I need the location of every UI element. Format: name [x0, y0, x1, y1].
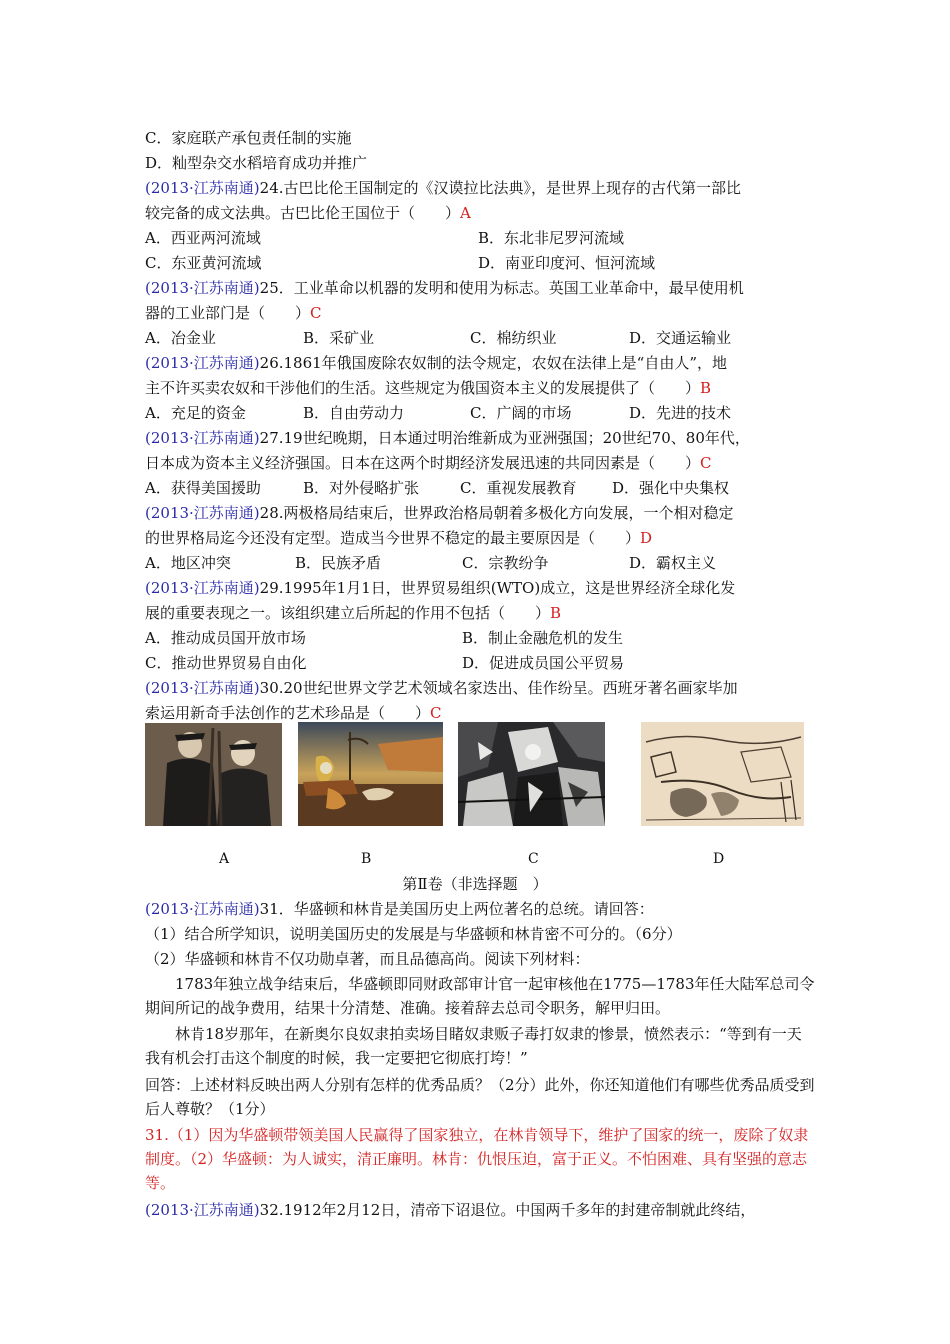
- question-text: 24.古巴比伦王国制定的《汉谟拉比法典》，是世界上现存的古代第一部比: [259, 179, 742, 197]
- answer-mark: A: [460, 204, 471, 222]
- question-31-sub1: （1）结合所学知识，说明美国历史的发展是与华盛顿和林肯密不可分的。（6分）: [145, 925, 682, 943]
- caption-c: C: [528, 851, 539, 867]
- answer-mark: D: [640, 529, 653, 547]
- option-c: C．重视发展教育: [460, 479, 577, 497]
- source-tag: (2013·江苏南通): [145, 579, 260, 597]
- option-d: D．先进的技术: [629, 404, 732, 422]
- option-c: C．棉纺织业: [470, 329, 557, 347]
- source-tag: (2013·江苏南通): [145, 354, 260, 372]
- option-a: A．获得美国援助: [145, 479, 261, 497]
- question-text: 30.20世纪世界文学艺术领域名家迭出、佳作纷呈。西班牙著名画家毕加: [259, 679, 738, 697]
- source-tag: (2013·江苏南通): [145, 279, 260, 297]
- material-2: 林肯18岁那年，在新奥尔良奴隶拍卖场目睹奴隶贩子毒打奴隶的惨景，愤然表示：“等到有一天我有机会打击这个制度的时候，我一定要把它彻底打垮！”: [145, 1025, 802, 1067]
- option-c: C．宗教纷争: [462, 554, 549, 572]
- source-tag: (2013·江苏南通): [145, 900, 260, 918]
- option-a: A．推动成员国开放市场: [145, 629, 306, 647]
- option-a: A．充足的资金: [145, 404, 246, 422]
- question-25: [145, 278, 744, 298]
- question-text: 日本成为资本主义经济强国。日本在这两个时期经济发展迅速的共同因素是（ ）: [145, 454, 701, 472]
- question-text: 索运用新奇手法创作的艺术珍品是（ ）: [145, 704, 431, 722]
- question-text: 的世界格局迄今还没有定型。造成当今世界不稳定的最主要原因是（ ）: [145, 529, 641, 547]
- question-31: [145, 899, 654, 919]
- answer-mark: B: [700, 379, 712, 397]
- question-27: [145, 428, 750, 448]
- caption-a: A: [219, 851, 230, 867]
- question-text: 展的重要表现之一。该组织建立后所起的作用不包括（ ）: [145, 604, 551, 622]
- answer-mark: B: [550, 604, 562, 622]
- question-30-cont: [145, 703, 442, 723]
- question-text: 27.19世纪晚期，日本通过明治维新成为亚洲强国；20世纪70、80年代，: [259, 429, 750, 447]
- question-text: 32.1912年2月12日，清帝下诏退位。中国两千多年的封建帝制就此终结，: [259, 1201, 756, 1219]
- question-25-cont: [145, 303, 322, 323]
- option-c: C．广阔的市场: [470, 404, 572, 422]
- option-a: A．地区冲突: [145, 554, 231, 572]
- option-line: C．家庭联产承包责任制的实施: [145, 129, 352, 147]
- option-line: D．籼型杂交水稻培育成功并推广: [145, 154, 368, 172]
- option-b: B．东北非尼罗河流域: [478, 229, 625, 247]
- question-28-cont: [145, 528, 652, 548]
- question-29-cont: [145, 603, 561, 623]
- option-c: C．推动世界贸易自由化: [145, 654, 307, 672]
- question-text: 器的工业部门是（ ）: [145, 304, 311, 322]
- option-d: D．交通运输业: [629, 329, 732, 347]
- question-31-ask: 回答：上述材料反映出两人分别有怎样的优秀品质？（2分）此外，你还知道他们有哪些优秀品质受到后人尊敬？（1分）: [145, 1076, 815, 1118]
- source-tag: (2013·江苏南通): [145, 504, 260, 522]
- option-b: B．对外侵略扩张: [303, 479, 420, 497]
- option-d: D．促进成员国公平贸易: [462, 654, 625, 672]
- question-26-cont: [145, 378, 711, 398]
- painting-c-image: [458, 722, 605, 826]
- answer-mark: C: [310, 304, 322, 322]
- material-1: 1783年独立战争结束后，华盛顿即同财政部审计官一起审核他在1775—1783年任大陆军总司令期间所记的战争费用，结果十分清楚、准确。接着辞去总司令职务，解甲归田。: [145, 975, 815, 1017]
- question-24: [145, 178, 741, 198]
- question-text: 31．华盛顿和林肯是美国历史上两位著名的总统。请回答：: [259, 900, 654, 918]
- question-27-cont: [145, 453, 712, 473]
- answer-mark: C: [430, 704, 442, 722]
- question-30: [145, 678, 738, 698]
- painting-b-image: [298, 722, 443, 826]
- painting-a-image: [145, 723, 282, 826]
- option-a: A．冶金业: [145, 329, 216, 347]
- question-text: 25．工业革命以机器的发明和使用为标志。英国工业革命中，最早使用机: [259, 279, 744, 297]
- question-28: [145, 503, 734, 523]
- question-26: [145, 353, 727, 373]
- option-d: D．南亚印度河、恒河流域: [478, 254, 656, 272]
- question-text: 29.1995年1月1日，世界贸易组织(WTO)成立，这是世界经济全球化发: [259, 579, 736, 597]
- section-title: 第Ⅱ卷（非选择题 ）: [402, 875, 548, 893]
- option-b: B．民族矛盾: [295, 554, 382, 572]
- question-text: 主不许买卖农奴和干涉他们的生活。这些规定为俄国资本主义的发展提供了（ ）: [145, 379, 701, 397]
- painting-d-image: [641, 722, 804, 826]
- source-tag: (2013·江苏南通): [145, 1201, 260, 1219]
- answer-mark: C: [700, 454, 712, 472]
- question-text: 28.两极格局结束后，世界政治格局朝着多极化方向发展，一个相对稳定: [259, 504, 734, 522]
- question-24-cont: [145, 203, 471, 223]
- source-tag: (2013·江苏南通): [145, 429, 260, 447]
- option-d: D．霸权主义: [629, 554, 717, 572]
- source-tag: (2013·江苏南通): [145, 679, 260, 697]
- option-a: A．西亚两河流域: [145, 229, 261, 247]
- question-text: 26.1861年俄国废除农奴制的法令规定，农奴在法律上是“自由人”，地: [259, 354, 728, 372]
- question-29: [145, 578, 735, 598]
- question-31-sub2: （2）华盛顿和林肯不仅功勋卓著，而且品德高尚。阅读下列材料：: [145, 950, 590, 968]
- option-b: B．自由劳动力: [303, 404, 405, 422]
- caption-b: B: [361, 851, 372, 867]
- question-32: [145, 1200, 755, 1220]
- option-c: C．东亚黄河流域: [145, 254, 262, 272]
- question-31-answer: 31.（1）因为华盛顿带领美国人民赢得了国家独立，在林肯领导下，维护了国家的统一，废除了奴隶制度。（2）华盛顿：为人诚实，清正廉明。林肯：仇恨压迫，富于正义。不怕困难、具有坚强的意志等。: [145, 1126, 809, 1192]
- question-text: 较完备的成文法典。古巴比伦王国位于（ ）: [145, 204, 461, 222]
- option-b: B．制止金融危机的发生: [462, 629, 624, 647]
- source-tag: (2013·江苏南通): [145, 179, 260, 197]
- caption-d: D: [713, 851, 725, 867]
- option-b: B．采矿业: [303, 329, 375, 347]
- option-d: D．强化中央集权: [612, 479, 730, 497]
